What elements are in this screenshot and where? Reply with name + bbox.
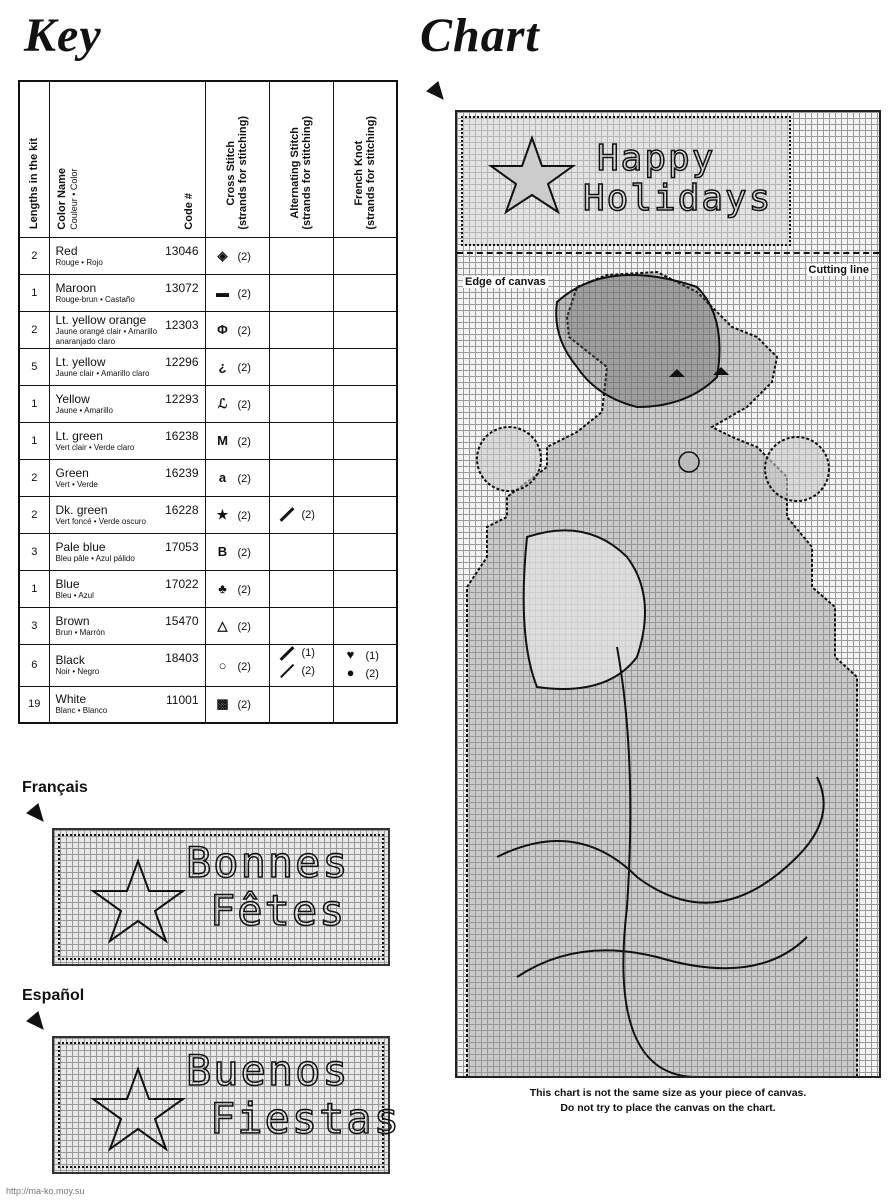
row-alternating-stitch [269, 533, 333, 570]
row-length: 2 [19, 459, 49, 496]
row-alternating-stitch: (2) [269, 496, 333, 533]
row-alternating-stitch [269, 570, 333, 607]
row-length: 2 [19, 311, 49, 348]
cross-stitch-symbol-icon: Φ [217, 322, 228, 337]
key-row [19, 311, 397, 348]
key-row [19, 533, 397, 570]
cross-stitch-symbol-icon: B [217, 544, 228, 559]
cross-stitch-symbol-icon: ▩ [216, 696, 229, 712]
row-length: 5 [19, 348, 49, 385]
key-row [19, 459, 397, 496]
row-code: 11001 [166, 692, 199, 707]
row-color: Green 16239 Vert • Verde [49, 459, 205, 496]
row-code: 13046 [165, 243, 199, 258]
main-chart [455, 110, 881, 1078]
row-color: Lt. green 16238 Vert clair • Verde claro [49, 422, 205, 459]
row-color: White 11001 Blanc • Blanco [49, 686, 205, 723]
cross-stitch-symbol-icon: ¿ [218, 359, 227, 374]
arrow-pointer-icon [26, 1011, 50, 1035]
row-french-knot [333, 607, 397, 644]
header-cross-stitch: Cross Stitch (strands for stitching) [205, 81, 269, 237]
francais-line2: Fêtes [210, 886, 347, 935]
row-cross-stitch: a (2) [205, 459, 269, 496]
row-cross-stitch: ○ (2) [205, 644, 269, 686]
row-alternating-stitch [269, 348, 333, 385]
alternating-stitch-thick-icon [279, 646, 294, 661]
header-code: Code # [182, 192, 195, 230]
row-color: Lt. yellow 12296 Jaune clair • Amarillo claro [49, 348, 205, 385]
edge-of-canvas-label: Edge of canvas [465, 276, 546, 288]
row-length: 2 [19, 237, 49, 274]
row-french-knot [333, 533, 397, 570]
row-code: 16239 [165, 465, 199, 480]
cross-stitch-symbol-icon: ○ [218, 657, 227, 673]
row-color: Maroon 13072 Rouge-brun • Castaño [49, 274, 205, 311]
key-row [19, 644, 397, 686]
row-french-knot [333, 422, 397, 459]
row-color: Blue 17022 Bleu • Azul [49, 570, 205, 607]
arrow-pointer-icon [26, 803, 50, 827]
cross-stitch-symbol-icon: ℒ [217, 395, 228, 411]
key-row [19, 496, 397, 533]
key-row [19, 686, 397, 723]
row-code: 18403 [165, 650, 199, 665]
row-code: 13072 [165, 280, 199, 295]
row-length: 3 [19, 533, 49, 570]
row-color: Black 18403 Noir • Negro [49, 644, 205, 686]
row-length: 1 [19, 274, 49, 311]
row-alternating-stitch [269, 686, 333, 723]
row-alternating-stitch [269, 422, 333, 459]
cutting-line-label: Cutting line [808, 264, 869, 276]
color-key-table [18, 80, 398, 724]
row-length: 1 [19, 570, 49, 607]
star-icon [88, 856, 188, 946]
header-alternating-stitch: Alternating Stitch (strands for stitching) [269, 81, 333, 237]
row-length: 2 [19, 496, 49, 533]
cross-stitch-symbol-icon: △ [217, 617, 228, 633]
row-length: 3 [19, 607, 49, 644]
row-code: 16228 [165, 502, 199, 517]
row-french-knot [333, 459, 397, 496]
row-french-knot [333, 274, 397, 311]
row-code: 17022 [165, 576, 199, 591]
key-row [19, 570, 397, 607]
row-alternating-stitch: (1) (2) [269, 644, 333, 686]
row-code: 17053 [165, 539, 199, 554]
star-icon [88, 1064, 188, 1154]
row-color: Dk. green 16228 Vert foncé • Verde oscuro [49, 496, 205, 533]
row-alternating-stitch [269, 385, 333, 422]
row-code: 12296 [165, 354, 199, 369]
chart-title: Chart [420, 9, 540, 62]
cross-stitch-symbol-icon: M [217, 433, 228, 448]
key-header-row [19, 81, 397, 237]
row-length: 6 [19, 644, 49, 686]
cross-stitch-symbol-icon: ♣ [218, 581, 227, 596]
alternating-stitch-icon [279, 507, 294, 522]
star-icon [487, 134, 577, 224]
key-row [19, 385, 397, 422]
row-color: Pale blue 17053 Bleu pâle • Azul pálido [49, 533, 205, 570]
snowman-design [457, 257, 881, 1078]
key-row [19, 422, 397, 459]
french-knot-dot-icon: ● [346, 665, 355, 680]
cross-stitch-symbol-icon: ▬ [216, 285, 229, 300]
key-row [19, 274, 397, 311]
french-knot-heart-icon: ♥ [346, 647, 355, 662]
row-cross-stitch: B (2) [205, 533, 269, 570]
row-code: 12293 [165, 391, 199, 406]
row-cross-stitch: ♣ (2) [205, 570, 269, 607]
row-color: Red 13046 Rouge • Rojo [49, 237, 205, 274]
row-french-knot [333, 496, 397, 533]
row-cross-stitch: △ (2) [205, 607, 269, 644]
espanol-line2: Fiestas [210, 1094, 402, 1143]
row-length: 1 [19, 422, 49, 459]
row-french-knot [333, 570, 397, 607]
header-color-name: Color Name Couleur • Color Code # [49, 81, 205, 237]
row-cross-stitch: ◈ (2) [205, 237, 269, 274]
row-cross-stitch: ▩ (2) [205, 686, 269, 723]
row-cross-stitch: ℒ (2) [205, 385, 269, 422]
cross-stitch-symbol-icon: a [218, 470, 227, 485]
key-row [19, 348, 397, 385]
row-french-knot: ♥ (1) ● (2) [333, 644, 397, 686]
row-cross-stitch: M (2) [205, 422, 269, 459]
row-color: Lt. yellow orange 12303 Jaune orangé clair • Amarillo anaranjado claro [49, 311, 205, 348]
row-code: 12303 [165, 317, 199, 332]
row-length: 19 [19, 686, 49, 723]
row-cross-stitch: Φ (2) [205, 311, 269, 348]
alternating-stitch-thin-icon [280, 664, 294, 678]
row-french-knot [333, 237, 397, 274]
espanol-mini-chart [52, 1036, 402, 1174]
row-cross-stitch: ▬ (2) [205, 274, 269, 311]
row-french-knot [333, 348, 397, 385]
francais-line1: Bonnes [186, 838, 350, 887]
row-french-knot [333, 686, 397, 723]
row-alternating-stitch [269, 237, 333, 274]
chart-header-line2: Holidays [583, 178, 773, 219]
row-length: 1 [19, 385, 49, 422]
row-cross-stitch: ¿ (2) [205, 348, 269, 385]
row-code: 15470 [165, 613, 199, 628]
footer-url: http://ma-ko.moy.su [6, 1186, 85, 1196]
row-color: Brown 15470 Brun • Marrón [49, 607, 205, 644]
francais-mini-chart [52, 828, 390, 966]
cutting-line [457, 252, 879, 254]
row-code: 16238 [165, 428, 199, 443]
arrow-pointer-icon [426, 81, 450, 105]
espanol-line1: Buenos [186, 1046, 350, 1095]
key-row [19, 237, 397, 274]
espanol-title: Español [22, 987, 85, 1004]
cross-stitch-symbol-icon: ★ [216, 506, 229, 522]
francais-title: Français [22, 779, 88, 796]
row-french-knot [333, 311, 397, 348]
cross-stitch-symbol-icon: ◈ [217, 247, 228, 263]
row-color: Yellow 12293 Jaune • Amarillo [49, 385, 205, 422]
header-lengths: Lengths in the kit [19, 81, 49, 237]
header-french-knot: French Knot (strands for stitching) [333, 81, 397, 237]
row-alternating-stitch [269, 607, 333, 644]
row-alternating-stitch [269, 311, 333, 348]
chart-header-line1: Happy [597, 138, 716, 179]
row-alternating-stitch [269, 459, 333, 496]
row-alternating-stitch [269, 274, 333, 311]
key-title: Key [24, 9, 102, 62]
chart-note: This chart is not the same size as your piece of canvas. Do not try to place the canvas on the chart. [529, 1087, 807, 1114]
row-french-knot [333, 385, 397, 422]
row-cross-stitch: ★ (2) [205, 496, 269, 533]
key-row [19, 607, 397, 644]
